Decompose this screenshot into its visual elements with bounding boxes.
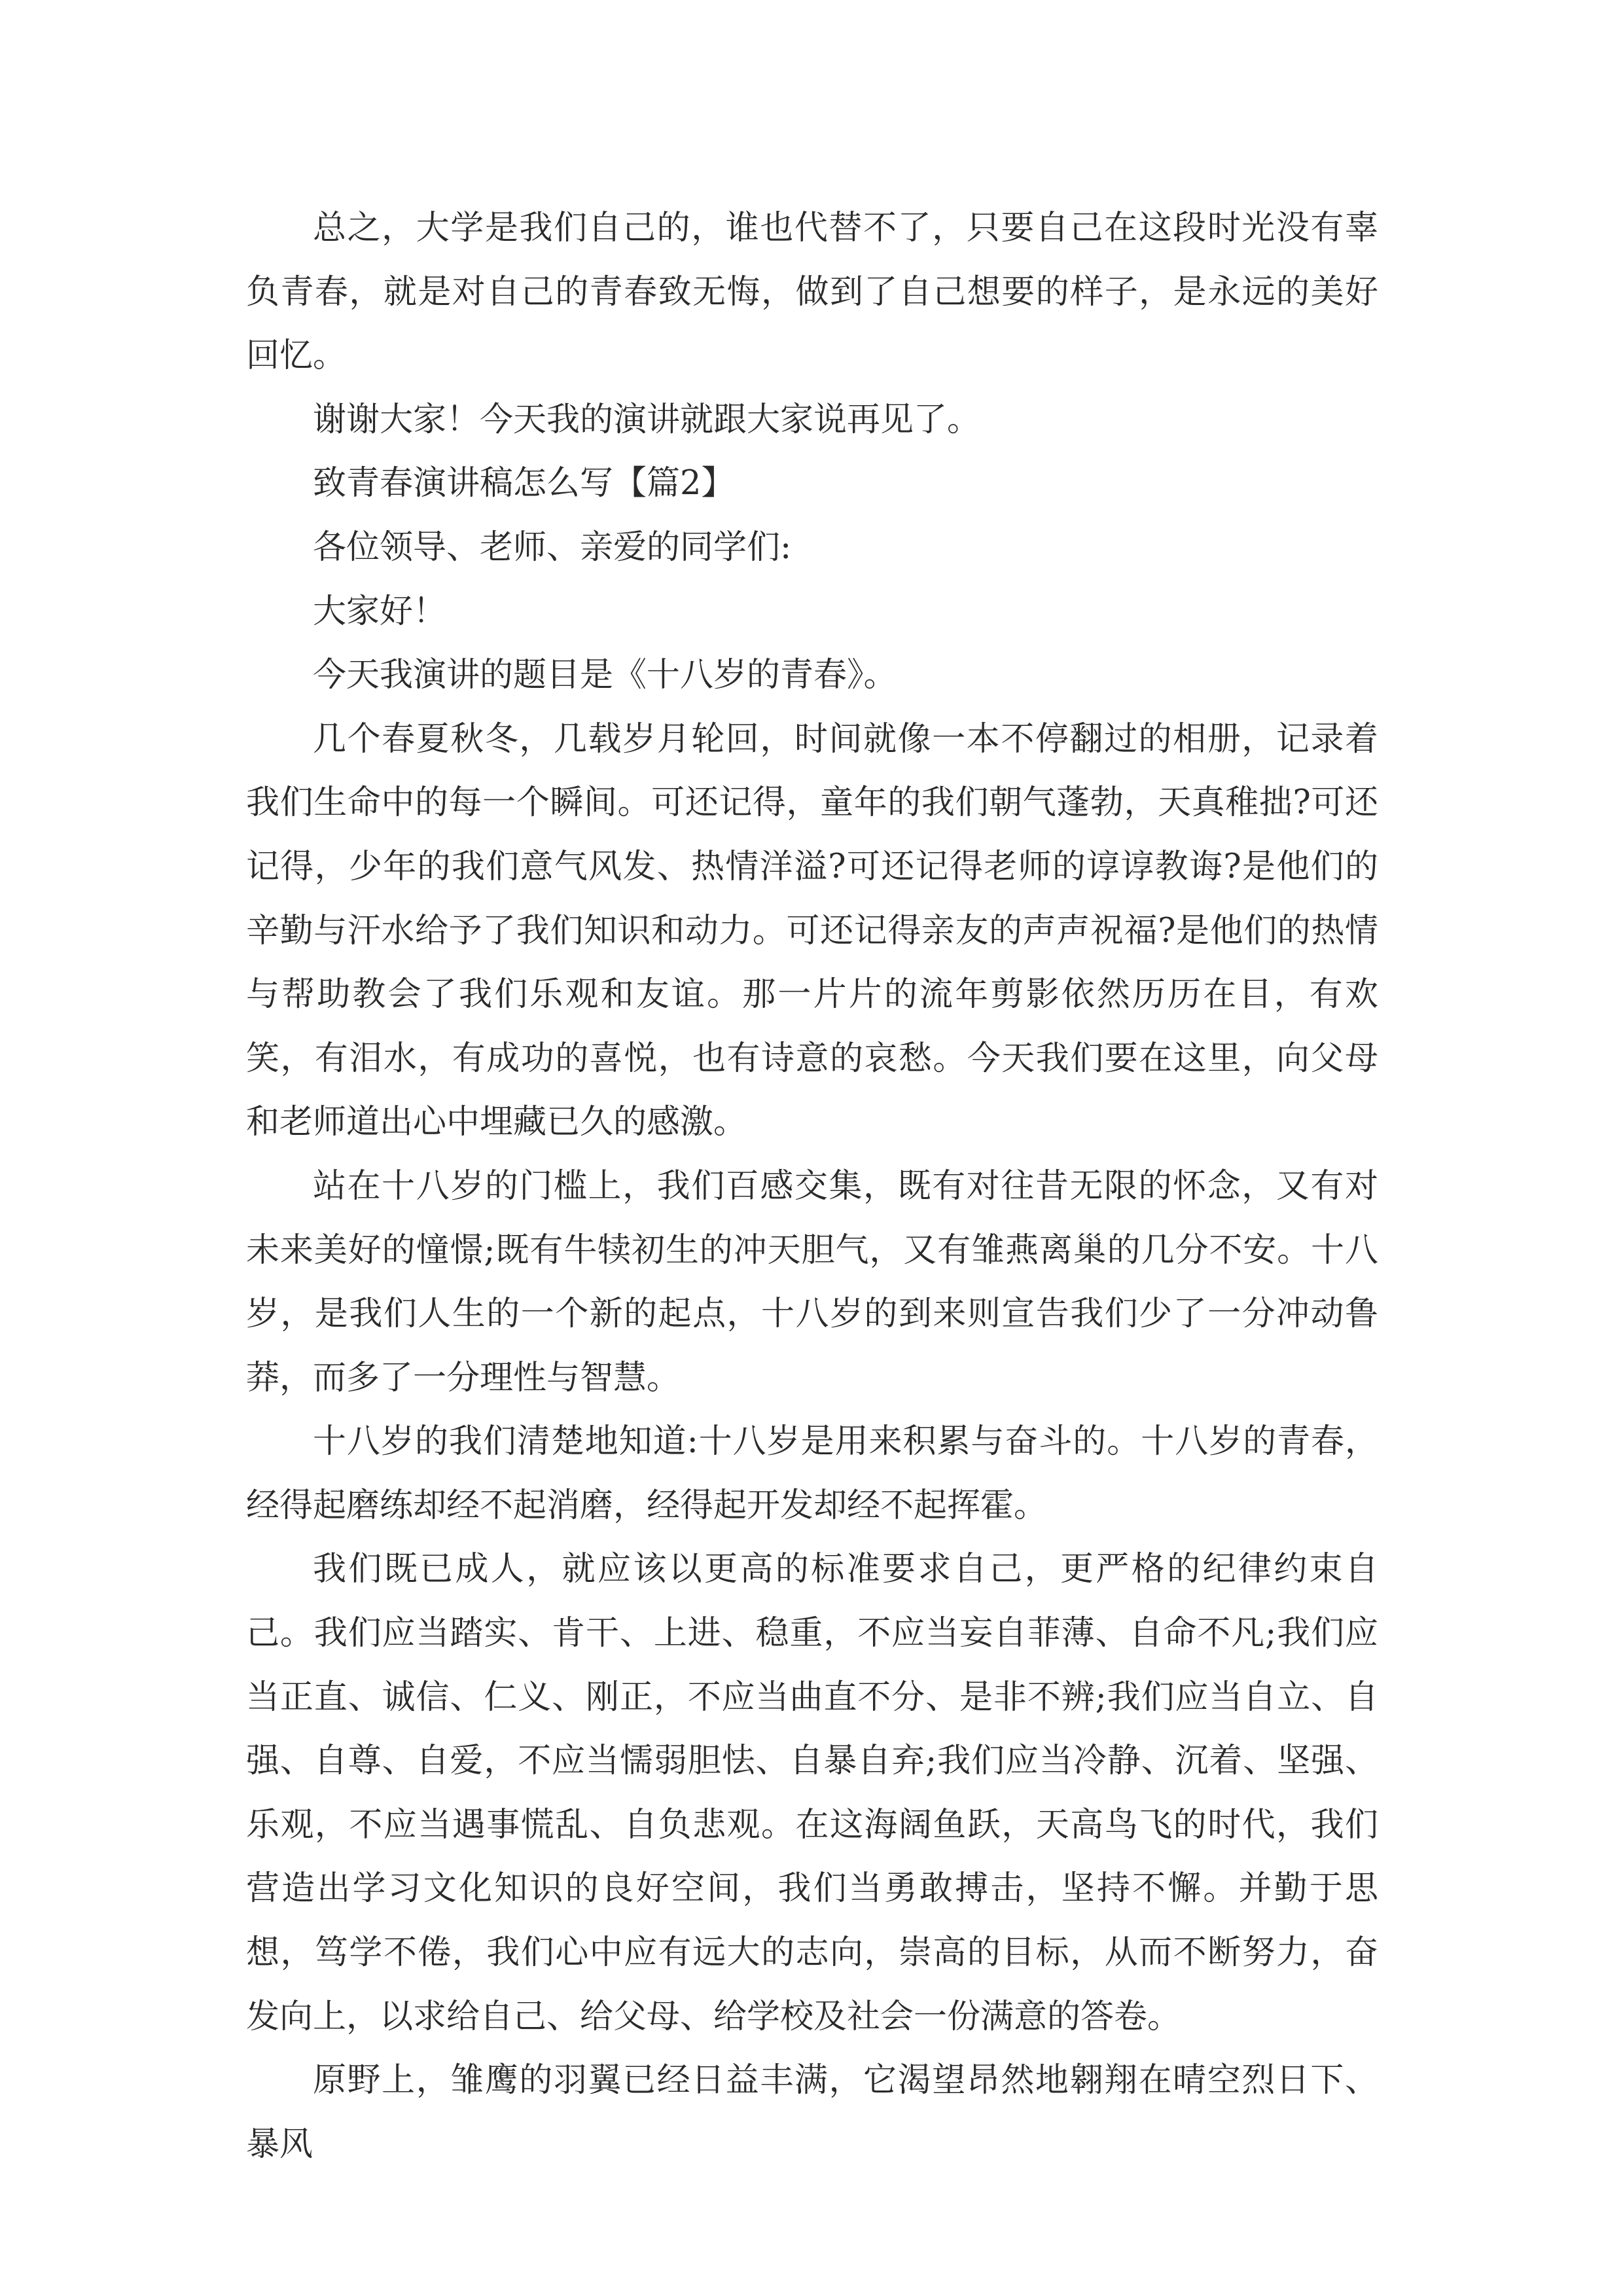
paragraph-memories: 几个春夏秋冬，几载岁月轮回，时间就像一本不停翻过的相册，记录着我们生命中的每一个瞬间。可还记得，童年的我们朝气蓬勃，天真稚拙?可还记得，少年的我们意气风发、热情洋溢?可还记得老师的谆谆教诲?是他们的辛勤与汗水给予了我们知识和动力。可还记得亲友的声声祝福?是他们的热情与帮助教会了我们乐观和友谊。那一片片的流年剪影依然历历在目，有欢笑，有泪水，有成功的喜悦，也有诗意的哀愁。今天我们要在这里，向父母和老师道出心中埋藏已久的感激。 — [246, 719, 1378, 1142]
section-heading: 致青春演讲稿怎么写【篇2】 — [313, 464, 735, 503]
document-body — [246, 196, 1378, 2176]
salutation: 各位领导、老师、亲爱的同学们: — [313, 528, 792, 567]
greeting: 大家好！ — [313, 592, 447, 631]
paragraph-knowing: 十八岁的我们清楚地知道:十八岁是用来积累与奋斗的。十八岁的青春，经得起磨练却经不起消磨，经得起开发却经不起挥霍。 — [246, 1422, 1378, 1525]
paragraph-threshold: 站在十八岁的门槛上，我们百感交集，既有对往昔无限的怀念，又有对未来美好的憧憬;既有牛犊初生的冲天胆气，又有雏燕离巢的几分不安。十八岁，是我们人生的一个新的起点，十八岁的到来则宣告我们少了一分冲动鲁莽，而多了一分理性与智慧。 — [246, 1166, 1378, 1397]
paragraph-conclusion: 总之，大学是我们自己的，谁也代替不了，只要自己在这段时光没有辜负青春，就是对自己的青春致无悔，做到了自己想要的样子，是永远的美好回忆。 — [246, 209, 1378, 376]
paragraph-adulthood: 我们既已成人，就应该以更高的标准要求自己，更严格的纪律约束自己。我们应当踏实、肯干、上进、稳重，不应当妄自菲薄、自命不凡;我们应当正直、诚信、仁义、刚正，不应当曲直不分、是非不辨;我们应当自立、自强、自尊、自爱，不应当懦弱胆怯、自暴自弃;我们应当冷静、沉着、坚强、乐观，不应当遇事慌乱、自负悲观。在这海阔鱼跃，天高鸟飞的时代，我们营造出学习文化知识的良好空间，我们当勇敢搏击，坚持不懈。并勤于思想，笃学不倦，我们心中应有远大的志向，崇高的目标，从而不断努力，奋发向上，以求给自己、给父母、给学校及社会一份满意的答卷。 — [246, 1550, 1378, 2036]
speech-topic: 今天我演讲的题目是《十八岁的青春》。 — [313, 656, 897, 695]
paragraph-eaglet: 原野上，雏鹰的羽翼已经日益丰满，它渴望昂然地翱翔在晴空烈日下、暴风 — [246, 2061, 1378, 2164]
paragraph-thanks: 谢谢大家！今天我的演讲就跟大家说再见了。 — [313, 400, 981, 439]
